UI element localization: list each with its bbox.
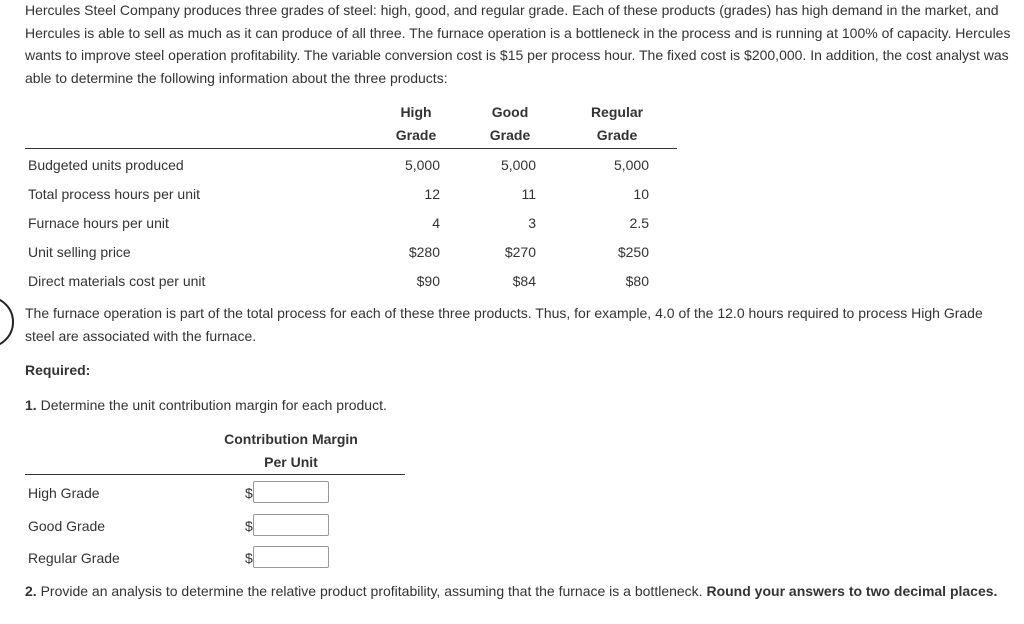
row-label: High Grade [28,485,100,501]
answer-row-regular-grade [25,543,405,575]
table-row [25,238,677,267]
cell-high: $90 [416,273,440,289]
answer-row-good-grade [25,511,405,543]
currency-symbol: $ [245,518,253,534]
cell-good: 5,000 [500,157,536,173]
cell-high: 4 [432,215,440,231]
left-edge-circle-decoration [0,296,14,348]
header-divider [25,148,677,149]
problem-intro: Hercules Steel Company produces three grades of steel: high, good, and regular grade. Each of these products (grades) has high demand in the market, and Hercules is able to sell as much as it can produce of all three. The furnace operation is a bottleneck in the process and is running at 100% of capacity. Hercules wants to improve steel operation profitability. The variable conversion cost is $15 per process hour. The fixed cost is $200,000. In addition, the cost analyst was able to determine the following information about the three products: [25,2,1011,87]
required-heading: Required: [25,362,91,378]
cell-regular: $250 [617,244,649,260]
currency-symbol: $ [245,485,253,501]
cell-regular: $80 [625,273,649,289]
cell-good: 3 [528,215,536,231]
row-label: Total process hours per unit [28,186,200,202]
cell-regular: 5,000 [613,157,649,173]
question-1-text: Determine the unit contribution margin for each product. [40,397,387,413]
table-row [25,209,677,238]
row-label: Direct materials cost per unit [28,273,206,289]
answer-header-divider [25,474,405,475]
high-grade-cm-input[interactable] [253,481,329,503]
column-header-high-grade: High Grade [395,104,437,143]
question-2 [25,580,1015,603]
table-row [25,180,677,209]
cell-good: 11 [521,186,536,202]
row-label: Good Grade [28,518,106,534]
table-row [25,267,677,296]
cell-high: 5,000 [404,157,440,173]
cell-high: 12 [424,186,440,202]
cell-regular: 2.5 [629,215,649,231]
row-label: Furnace hours per unit [28,215,169,231]
cell-regular: 10 [633,186,649,202]
product-table-header [25,101,677,147]
question-1 [25,397,387,413]
answer-column-header: Contribution Margin Per Unit [224,431,358,470]
furnace-explanation: The furnace operation is part of the total process for each of these three products. Thus, for example, 4.0 of the 12.0 hours required to process High Grade steel are associated with the furnace. [25,305,983,344]
row-label: Unit selling price [28,244,131,260]
cell-good: $84 [512,273,536,289]
answer-row-high-grade [25,478,405,510]
question-2-instruction: Round your answers to two decimal places. [706,583,998,599]
regular-grade-cm-input[interactable] [253,546,329,568]
question-1-number: 1. [25,397,37,413]
column-header-good-grade: Good Grade [489,104,531,143]
currency-symbol: $ [245,550,253,566]
cell-high: $280 [408,244,440,260]
row-label: Regular Grade [28,550,120,566]
question-2-number: 2. [25,583,37,599]
cell-good: $270 [504,244,536,260]
table-row [25,151,677,180]
good-grade-cm-input[interactable] [253,514,329,536]
question-2-text: Provide an analysis to determine the relative product profitability, assuming that the furnace is a bottleneck. [40,583,703,599]
column-header-regular-grade: Regular Grade [590,104,644,143]
row-label: Budgeted units produced [28,157,184,173]
